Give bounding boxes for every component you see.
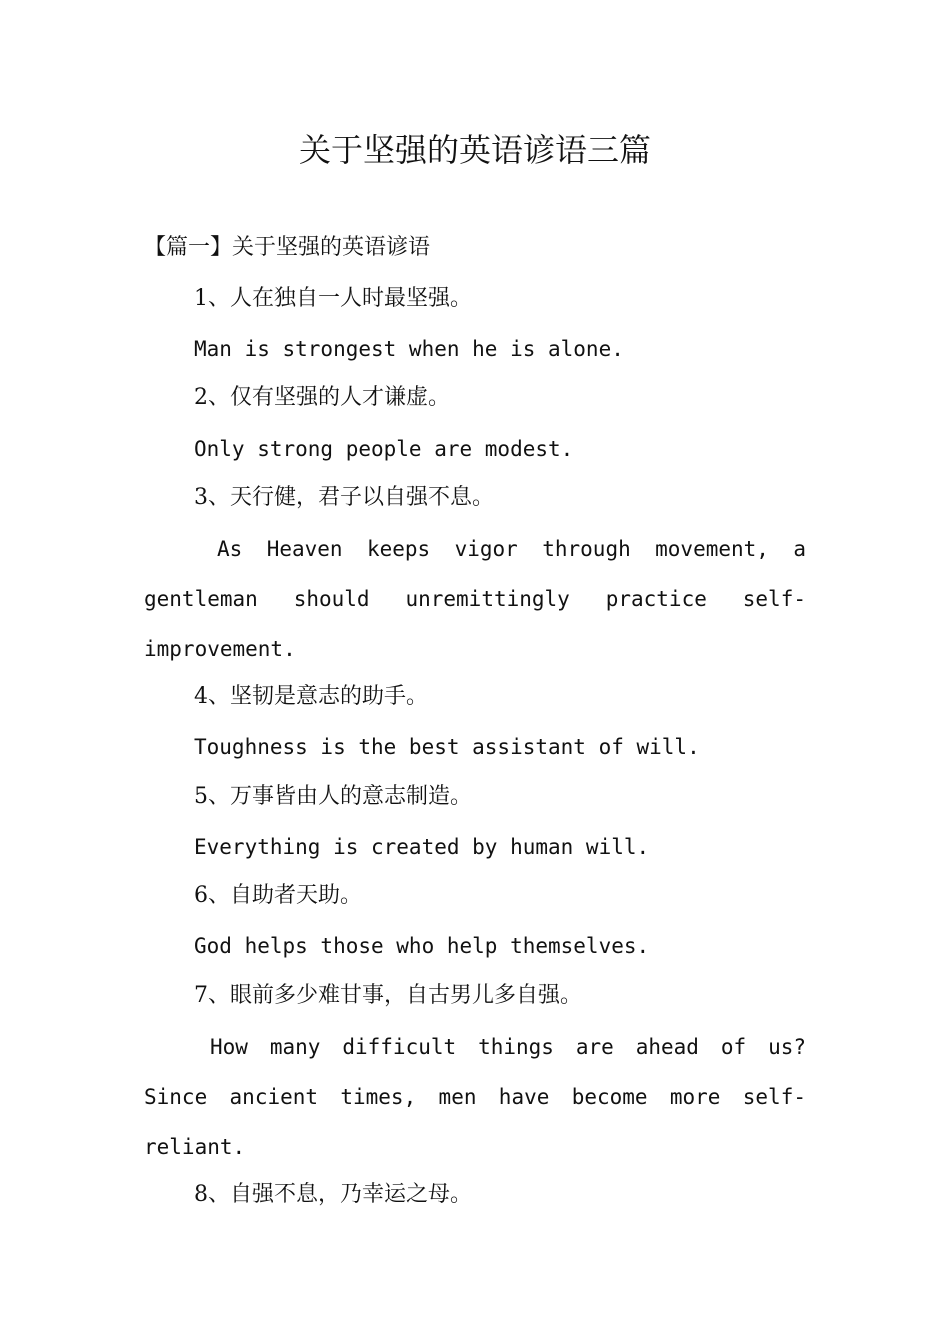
proverb-1-english: Man is strongest when he is alone. (194, 337, 624, 361)
section-heading: 【篇一】关于坚强的英语谚语 (144, 235, 431, 260)
proverb-6-chinese: 6、自助者天助。 (194, 883, 362, 908)
proverb-8-chinese: 8、自强不息，乃幸运之母。 (194, 1182, 472, 1207)
proverb-7-english: How many difficult things are ahead of us? Since ancient times, men have become more self-reliant. (144, 1035, 806, 1159)
proverb-3-english: As Heaven keeps vigor through movement, a gentleman should unremittingly practice self-improvement. (144, 537, 806, 661)
proverb-4-chinese: 4、坚韧是意志的助手。 (194, 684, 428, 709)
proverb-5-english: Everything is created by human will. (194, 835, 650, 859)
proverb-7-chinese: 7、眼前多少难甘事，自古男儿多自强。 (194, 983, 582, 1008)
proverb-3-chinese: 3、天行健，君子以自强不息。 (194, 485, 494, 510)
proverb-2-english: Only strong people are modest. (194, 437, 574, 461)
document-title: 关于坚强的英语谚语三篇 (298, 131, 651, 169)
proverb-5-chinese: 5、万事皆由人的意志制造。 (194, 784, 472, 809)
proverb-1-chinese: 1、人在独自一人时最坚强。 (194, 286, 472, 311)
proverb-6-english: God helps those who help themselves. (194, 934, 650, 958)
proverb-2-chinese: 2、仅有坚强的人才谦虚。 (194, 385, 450, 410)
proverb-4-english: Toughness is the best assistant of will. (194, 735, 700, 759)
